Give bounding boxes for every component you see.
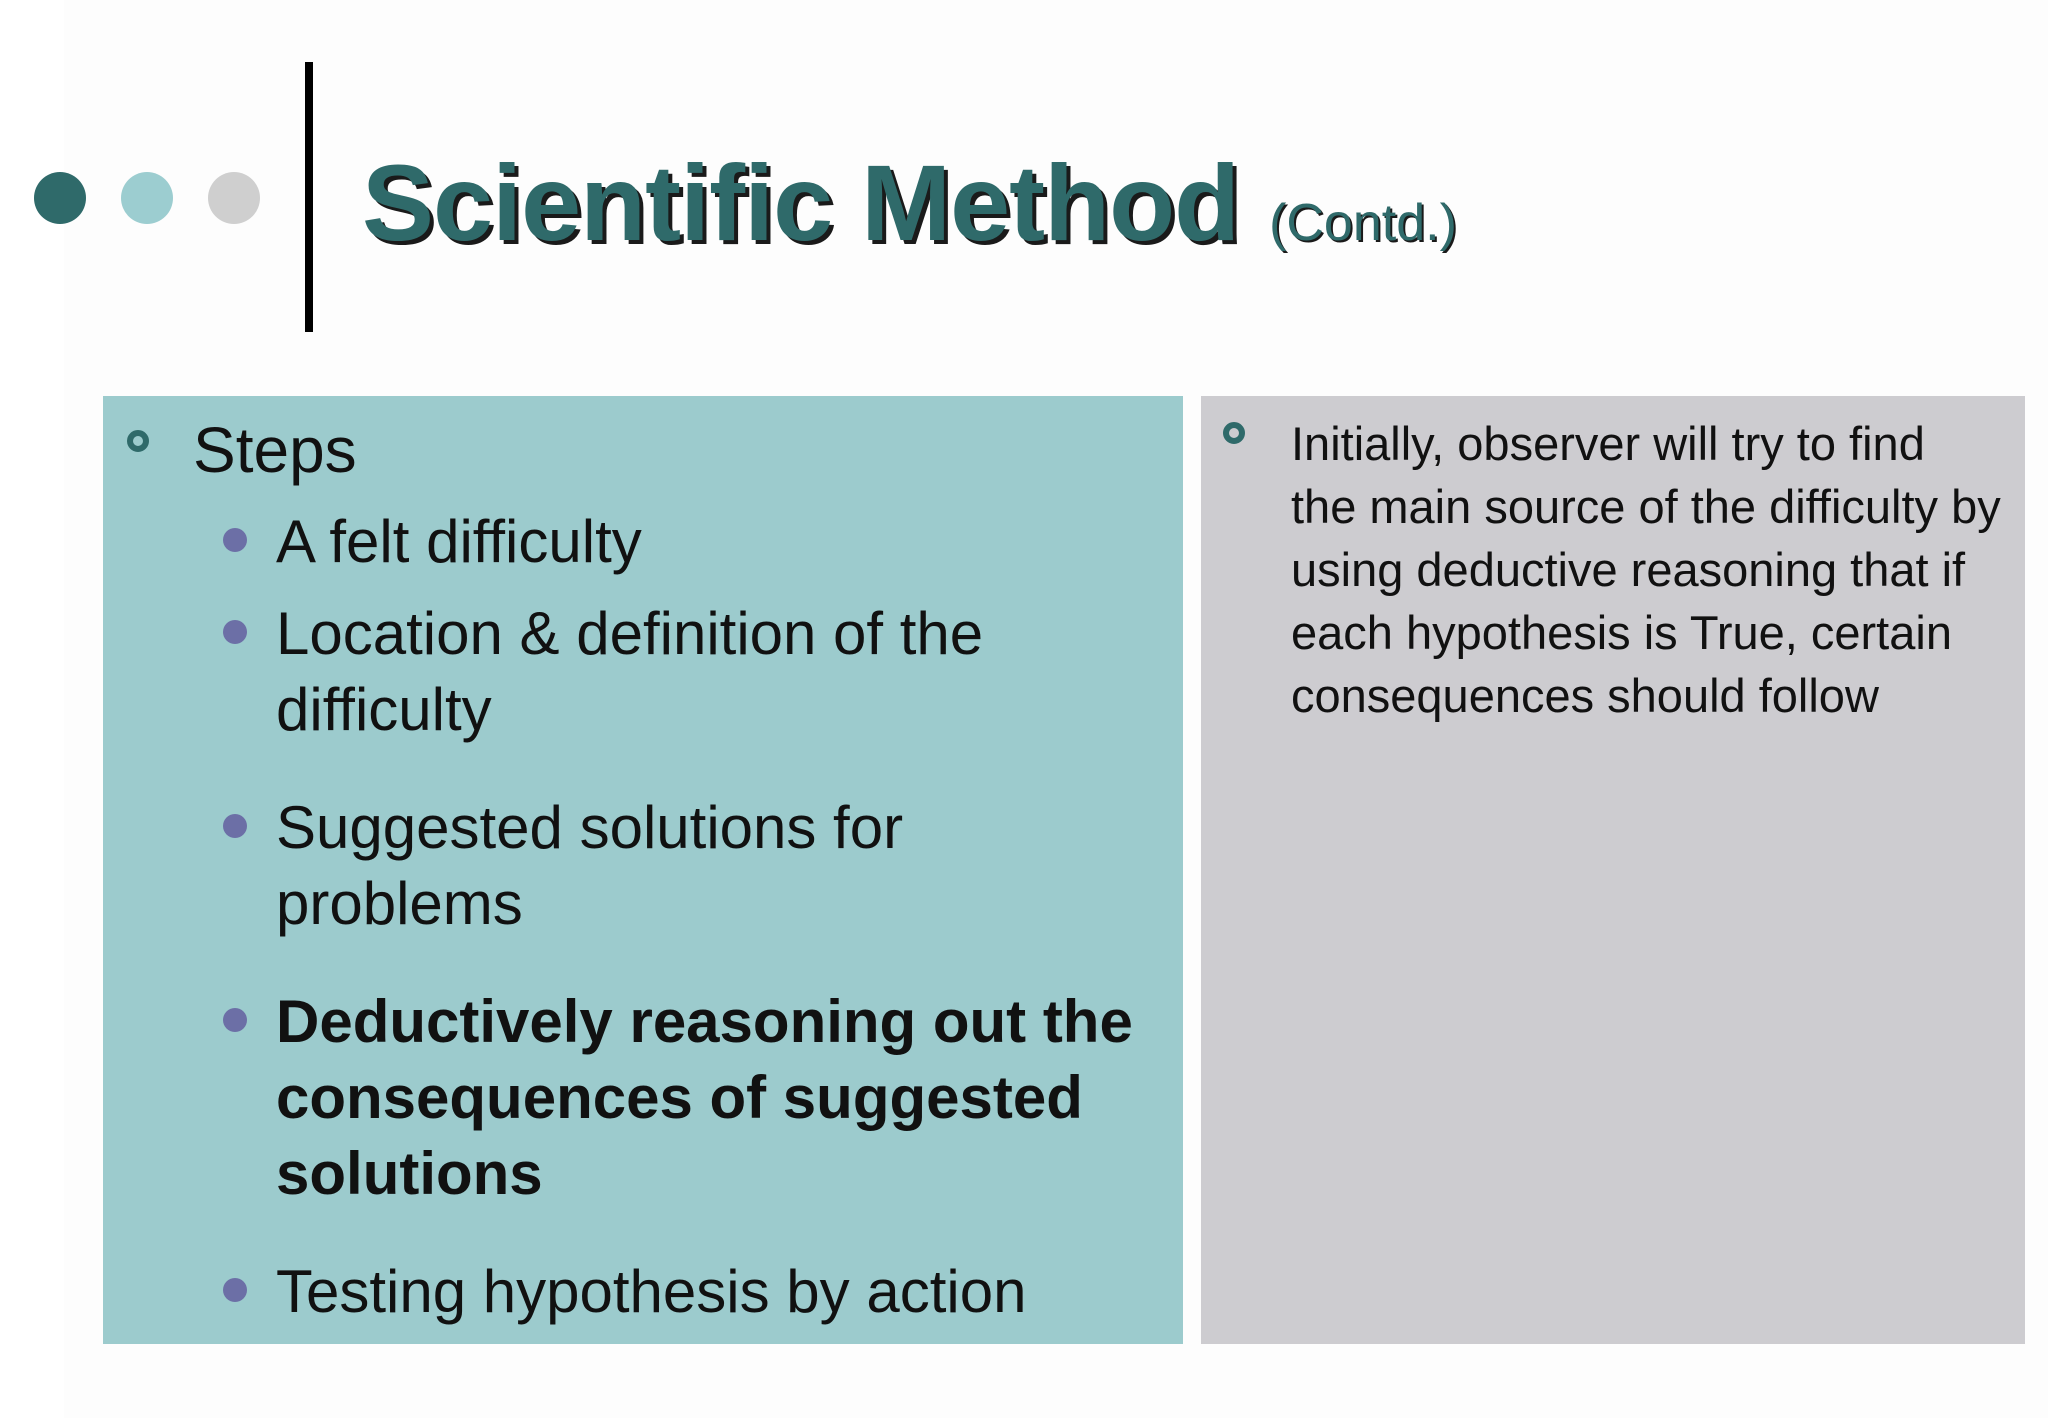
bullet-dot-icon xyxy=(223,1008,247,1032)
ring-bullet-icon xyxy=(1223,422,1245,444)
step-item: Testing hypothesis by action xyxy=(276,1258,1027,1325)
slide-title xyxy=(362,140,1457,265)
decor-dot-light xyxy=(121,172,173,224)
explanation-panel xyxy=(1201,396,2025,1344)
step-item: Location & definition of the difficulty xyxy=(276,600,984,743)
title-main: Scientific Method xyxy=(362,142,1240,263)
ring-bullet-icon xyxy=(127,430,149,452)
steps-panel xyxy=(103,396,1183,1344)
title-divider xyxy=(305,62,313,332)
title-subtitle: (Contd.) xyxy=(1269,194,1457,252)
bullet-dot-icon xyxy=(223,620,247,644)
decor-dot-dark xyxy=(34,172,86,224)
bullet-dot-icon xyxy=(223,528,247,552)
step-item: Suggested solutions for problems xyxy=(276,794,904,937)
decor-dot-gray xyxy=(208,172,260,224)
explanation-text: Initially, observer will try to find the main source of the difficulty by using deductive reasoning that if each hypothesis is True, certain consequences should follow xyxy=(1291,417,2001,722)
steps-heading: Steps xyxy=(193,414,357,486)
step-item-highlighted: Deductively reasoning out the consequences of suggested solutions xyxy=(276,988,1133,1207)
bullet-dot-icon xyxy=(223,1278,247,1302)
bullet-dot-icon xyxy=(223,814,247,838)
step-item: A felt difficulty xyxy=(276,508,642,575)
